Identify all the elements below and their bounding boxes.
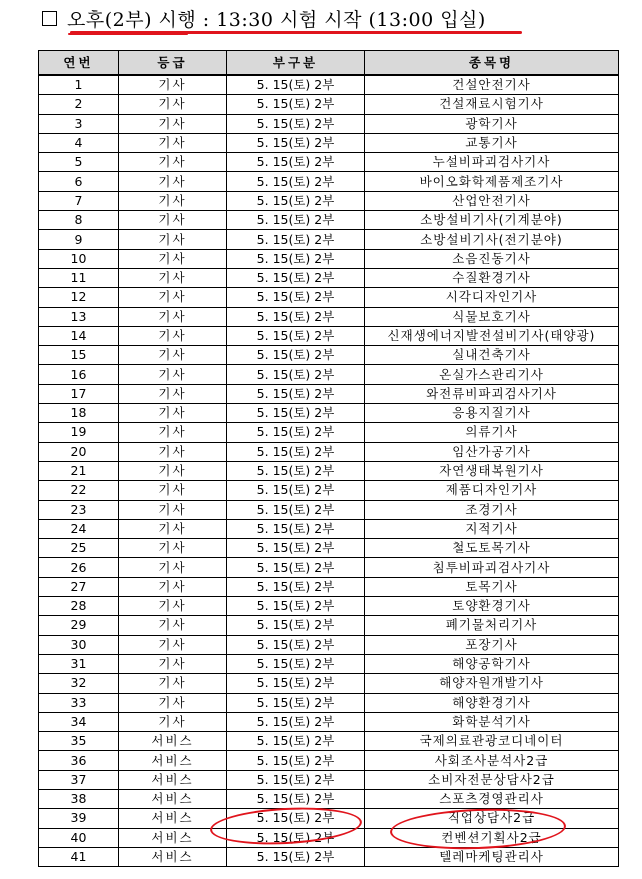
cell-grade: 기사 — [119, 114, 227, 133]
cell-grade: 기사 — [119, 481, 227, 500]
cell-grade: 기사 — [119, 95, 227, 114]
cell-subject: 텔레마케팅관리사 — [365, 847, 619, 866]
cell-serial: 39 — [39, 809, 119, 828]
table-row — [39, 365, 619, 384]
cell-session: 5. 15(토) 2부 — [227, 500, 365, 519]
cell-session: 5. 15(토) 2부 — [227, 423, 365, 442]
cell-grade: 기사 — [119, 307, 227, 326]
cell-session: 5. 15(토) 2부 — [227, 539, 365, 558]
cell-grade: 기사 — [119, 404, 227, 423]
table-row — [39, 326, 619, 345]
cell-serial: 2 — [39, 95, 119, 114]
cell-subject: 실내건축기사 — [365, 346, 619, 365]
table-row — [39, 75, 619, 95]
cell-subject: 광학기사 — [365, 114, 619, 133]
header-grade: 등급 — [119, 51, 227, 76]
cell-serial: 9 — [39, 230, 119, 249]
table-row — [39, 635, 619, 654]
cell-grade: 서비스 — [119, 847, 227, 866]
table-row — [39, 133, 619, 152]
table-row — [39, 732, 619, 751]
cell-serial: 20 — [39, 442, 119, 461]
cell-grade: 기사 — [119, 191, 227, 210]
cell-grade: 기사 — [119, 461, 227, 480]
table-row — [39, 789, 619, 808]
cell-serial: 23 — [39, 500, 119, 519]
cell-serial: 19 — [39, 423, 119, 442]
cell-subject: 소방설비기사(기계분야) — [365, 211, 619, 230]
cell-subject: 임산가공기사 — [365, 442, 619, 461]
table-row — [39, 828, 619, 847]
cell-serial: 11 — [39, 268, 119, 287]
cell-session: 5. 15(토) 2부 — [227, 654, 365, 673]
table-row — [39, 268, 619, 287]
cell-subject: 국제의료관광코디네이터 — [365, 732, 619, 751]
cell-grade: 기사 — [119, 153, 227, 172]
cell-grade: 기사 — [119, 654, 227, 673]
cell-serial: 6 — [39, 172, 119, 191]
cell-grade: 기사 — [119, 384, 227, 403]
cell-grade: 기사 — [119, 249, 227, 268]
cell-grade: 서비스 — [119, 809, 227, 828]
cell-serial: 22 — [39, 481, 119, 500]
checkbox-icon — [42, 11, 57, 26]
cell-subject: 해양환경기사 — [365, 693, 619, 712]
table-row — [39, 288, 619, 307]
table-row — [39, 95, 619, 114]
cell-serial: 30 — [39, 635, 119, 654]
cell-serial: 8 — [39, 211, 119, 230]
cell-session: 5. 15(토) 2부 — [227, 172, 365, 191]
table-row — [39, 442, 619, 461]
cell-subject: 소비자전문상담사2급 — [365, 770, 619, 789]
cell-serial: 4 — [39, 133, 119, 152]
cell-serial: 14 — [39, 326, 119, 345]
cell-subject: 소방설비기사(전기분야) — [365, 230, 619, 249]
cell-serial: 21 — [39, 461, 119, 480]
cell-subject: 산업안전기사 — [365, 191, 619, 210]
cell-session: 5. 15(토) 2부 — [227, 461, 365, 480]
table-row — [39, 346, 619, 365]
cell-subject: 누설비파괴검사기사 — [365, 153, 619, 172]
table-row — [39, 712, 619, 731]
cell-serial: 16 — [39, 365, 119, 384]
cell-serial: 7 — [39, 191, 119, 210]
cell-subject: 화학분석기사 — [365, 712, 619, 731]
cell-grade: 기사 — [119, 674, 227, 693]
table-row — [39, 539, 619, 558]
cell-serial: 35 — [39, 732, 119, 751]
table-row — [39, 172, 619, 191]
cell-session: 5. 15(토) 2부 — [227, 230, 365, 249]
cell-serial: 40 — [39, 828, 119, 847]
section-title — [42, 4, 486, 32]
cell-grade: 기사 — [119, 635, 227, 654]
cell-serial: 3 — [39, 114, 119, 133]
cell-serial: 33 — [39, 693, 119, 712]
cell-subject: 포장기사 — [365, 635, 619, 654]
table-row — [39, 211, 619, 230]
cell-serial: 29 — [39, 616, 119, 635]
table-row — [39, 481, 619, 500]
table-row — [39, 153, 619, 172]
cell-subject: 교통기사 — [365, 133, 619, 152]
cell-grade: 기사 — [119, 268, 227, 287]
table-row — [39, 500, 619, 519]
cell-grade: 기사 — [119, 616, 227, 635]
table-row — [39, 191, 619, 210]
cell-subject: 해양공학기사 — [365, 654, 619, 673]
table-row — [39, 847, 619, 866]
cell-subject: 스포츠경영관리사 — [365, 789, 619, 808]
cell-session: 5. 15(토) 2부 — [227, 114, 365, 133]
cell-session: 5. 15(토) 2부 — [227, 616, 365, 635]
cell-serial: 10 — [39, 249, 119, 268]
cell-session: 5. 15(토) 2부 — [227, 307, 365, 326]
cell-session: 5. 15(토) 2부 — [227, 519, 365, 538]
cell-session: 5. 15(토) 2부 — [227, 326, 365, 345]
cell-serial: 38 — [39, 789, 119, 808]
cell-serial: 41 — [39, 847, 119, 866]
table-row — [39, 249, 619, 268]
cell-grade: 기사 — [119, 597, 227, 616]
cell-serial: 28 — [39, 597, 119, 616]
cell-grade: 기사 — [119, 539, 227, 558]
cell-session: 5. 15(토) 2부 — [227, 597, 365, 616]
cell-session: 5. 15(토) 2부 — [227, 211, 365, 230]
header-subject: 종목명 — [365, 51, 619, 76]
cell-serial: 36 — [39, 751, 119, 770]
table-row — [39, 654, 619, 673]
cell-subject: 자연생태복원기사 — [365, 461, 619, 480]
cell-session: 5. 15(토) 2부 — [227, 751, 365, 770]
cell-serial: 24 — [39, 519, 119, 538]
table-row — [39, 616, 619, 635]
cell-serial: 26 — [39, 558, 119, 577]
cell-session: 5. 15(토) 2부 — [227, 481, 365, 500]
exam-schedule-table — [38, 50, 619, 867]
cell-serial: 5 — [39, 153, 119, 172]
cell-serial: 37 — [39, 770, 119, 789]
cell-subject: 바이오화학제품제조기사 — [365, 172, 619, 191]
table-row — [39, 404, 619, 423]
cell-subject: 조경기사 — [365, 500, 619, 519]
cell-grade: 기사 — [119, 500, 227, 519]
cell-serial: 13 — [39, 307, 119, 326]
cell-session: 5. 15(토) 2부 — [227, 693, 365, 712]
cell-grade: 기사 — [119, 346, 227, 365]
cell-session: 5. 15(토) 2부 — [227, 95, 365, 114]
cell-grade: 서비스 — [119, 751, 227, 770]
title-text: 오후(2부) 시행 : 13:30 시험 시작 (13:00 입실) — [67, 8, 486, 31]
cell-session: 5. 15(토) 2부 — [227, 558, 365, 577]
cell-subject: 신재생에너지발전설비기사(태양광) — [365, 326, 619, 345]
cell-grade: 기사 — [119, 211, 227, 230]
cell-grade: 기사 — [119, 558, 227, 577]
cell-subject: 직업상담사2급 — [365, 809, 619, 828]
cell-subject: 지적기사 — [365, 519, 619, 538]
table-row — [39, 384, 619, 403]
cell-subject: 침투비파괴검사기사 — [365, 558, 619, 577]
cell-session: 5. 15(토) 2부 — [227, 674, 365, 693]
table-row — [39, 577, 619, 596]
table-row — [39, 558, 619, 577]
cell-grade: 기사 — [119, 577, 227, 596]
cell-session: 5. 15(토) 2부 — [227, 268, 365, 287]
table-row — [39, 809, 619, 828]
cell-grade: 서비스 — [119, 732, 227, 751]
table-row — [39, 770, 619, 789]
cell-grade: 기사 — [119, 75, 227, 95]
table-row — [39, 751, 619, 770]
cell-serial: 32 — [39, 674, 119, 693]
cell-serial: 17 — [39, 384, 119, 403]
cell-subject: 토목기사 — [365, 577, 619, 596]
cell-grade: 기사 — [119, 133, 227, 152]
cell-subject: 온실가스관리기사 — [365, 365, 619, 384]
cell-serial: 12 — [39, 288, 119, 307]
cell-session: 5. 15(토) 2부 — [227, 635, 365, 654]
table-row — [39, 230, 619, 249]
cell-subject: 와전류비파괴검사기사 — [365, 384, 619, 403]
cell-grade: 서비스 — [119, 789, 227, 808]
cell-subject: 토양환경기사 — [365, 597, 619, 616]
cell-subject: 제품디자인기사 — [365, 481, 619, 500]
cell-subject: 건설재료시험기사 — [365, 95, 619, 114]
cell-session: 5. 15(토) 2부 — [227, 346, 365, 365]
cell-session: 5. 15(토) 2부 — [227, 809, 365, 828]
cell-subject: 시각디자인기사 — [365, 288, 619, 307]
cell-session: 5. 15(토) 2부 — [227, 288, 365, 307]
cell-grade: 기사 — [119, 519, 227, 538]
table-row — [39, 114, 619, 133]
cell-session: 5. 15(토) 2부 — [227, 249, 365, 268]
cell-subject: 철도토목기사 — [365, 539, 619, 558]
cell-serial: 1 — [39, 75, 119, 95]
cell-grade: 서비스 — [119, 828, 227, 847]
cell-subject: 응용지질기사 — [365, 404, 619, 423]
cell-serial: 27 — [39, 577, 119, 596]
cell-subject: 소음진동기사 — [365, 249, 619, 268]
cell-grade: 기사 — [119, 693, 227, 712]
cell-serial: 15 — [39, 346, 119, 365]
table-header-row — [39, 51, 619, 76]
cell-grade: 기사 — [119, 288, 227, 307]
cell-grade: 서비스 — [119, 770, 227, 789]
cell-session: 5. 15(토) 2부 — [227, 384, 365, 403]
cell-session: 5. 15(토) 2부 — [227, 75, 365, 95]
cell-session: 5. 15(토) 2부 — [227, 191, 365, 210]
cell-subject: 컨벤션기획사2급 — [365, 828, 619, 847]
cell-grade: 기사 — [119, 326, 227, 345]
cell-session: 5. 15(토) 2부 — [227, 789, 365, 808]
cell-grade: 기사 — [119, 423, 227, 442]
cell-session: 5. 15(토) 2부 — [227, 404, 365, 423]
cell-session: 5. 15(토) 2부 — [227, 847, 365, 866]
table-row — [39, 597, 619, 616]
cell-subject: 식물보호기사 — [365, 307, 619, 326]
table-row — [39, 519, 619, 538]
cell-grade: 기사 — [119, 230, 227, 249]
header-serial: 연번 — [39, 51, 119, 76]
cell-grade: 기사 — [119, 712, 227, 731]
cell-session: 5. 15(토) 2부 — [227, 577, 365, 596]
cell-subject: 의류기사 — [365, 423, 619, 442]
header-session: 부구분 — [227, 51, 365, 76]
table-row — [39, 461, 619, 480]
cell-grade: 기사 — [119, 442, 227, 461]
table-row — [39, 693, 619, 712]
red-underline-annotation-2 — [68, 33, 188, 35]
table-row — [39, 423, 619, 442]
cell-session: 5. 15(토) 2부 — [227, 828, 365, 847]
cell-session: 5. 15(토) 2부 — [227, 770, 365, 789]
cell-session: 5. 15(토) 2부 — [227, 133, 365, 152]
cell-session: 5. 15(토) 2부 — [227, 153, 365, 172]
cell-session: 5. 15(토) 2부 — [227, 712, 365, 731]
cell-subject: 사회조사분석사2급 — [365, 751, 619, 770]
cell-session: 5. 15(토) 2부 — [227, 365, 365, 384]
cell-serial: 31 — [39, 654, 119, 673]
cell-serial: 18 — [39, 404, 119, 423]
table-row — [39, 307, 619, 326]
table-row — [39, 674, 619, 693]
cell-session: 5. 15(토) 2부 — [227, 732, 365, 751]
cell-subject: 수질환경기사 — [365, 268, 619, 287]
cell-subject: 건설안전기사 — [365, 75, 619, 95]
cell-grade: 기사 — [119, 365, 227, 384]
cell-grade: 기사 — [119, 172, 227, 191]
cell-subject: 폐기물처리기사 — [365, 616, 619, 635]
cell-subject: 해양자원개발기사 — [365, 674, 619, 693]
cell-session: 5. 15(토) 2부 — [227, 442, 365, 461]
cell-serial: 25 — [39, 539, 119, 558]
cell-serial: 34 — [39, 712, 119, 731]
